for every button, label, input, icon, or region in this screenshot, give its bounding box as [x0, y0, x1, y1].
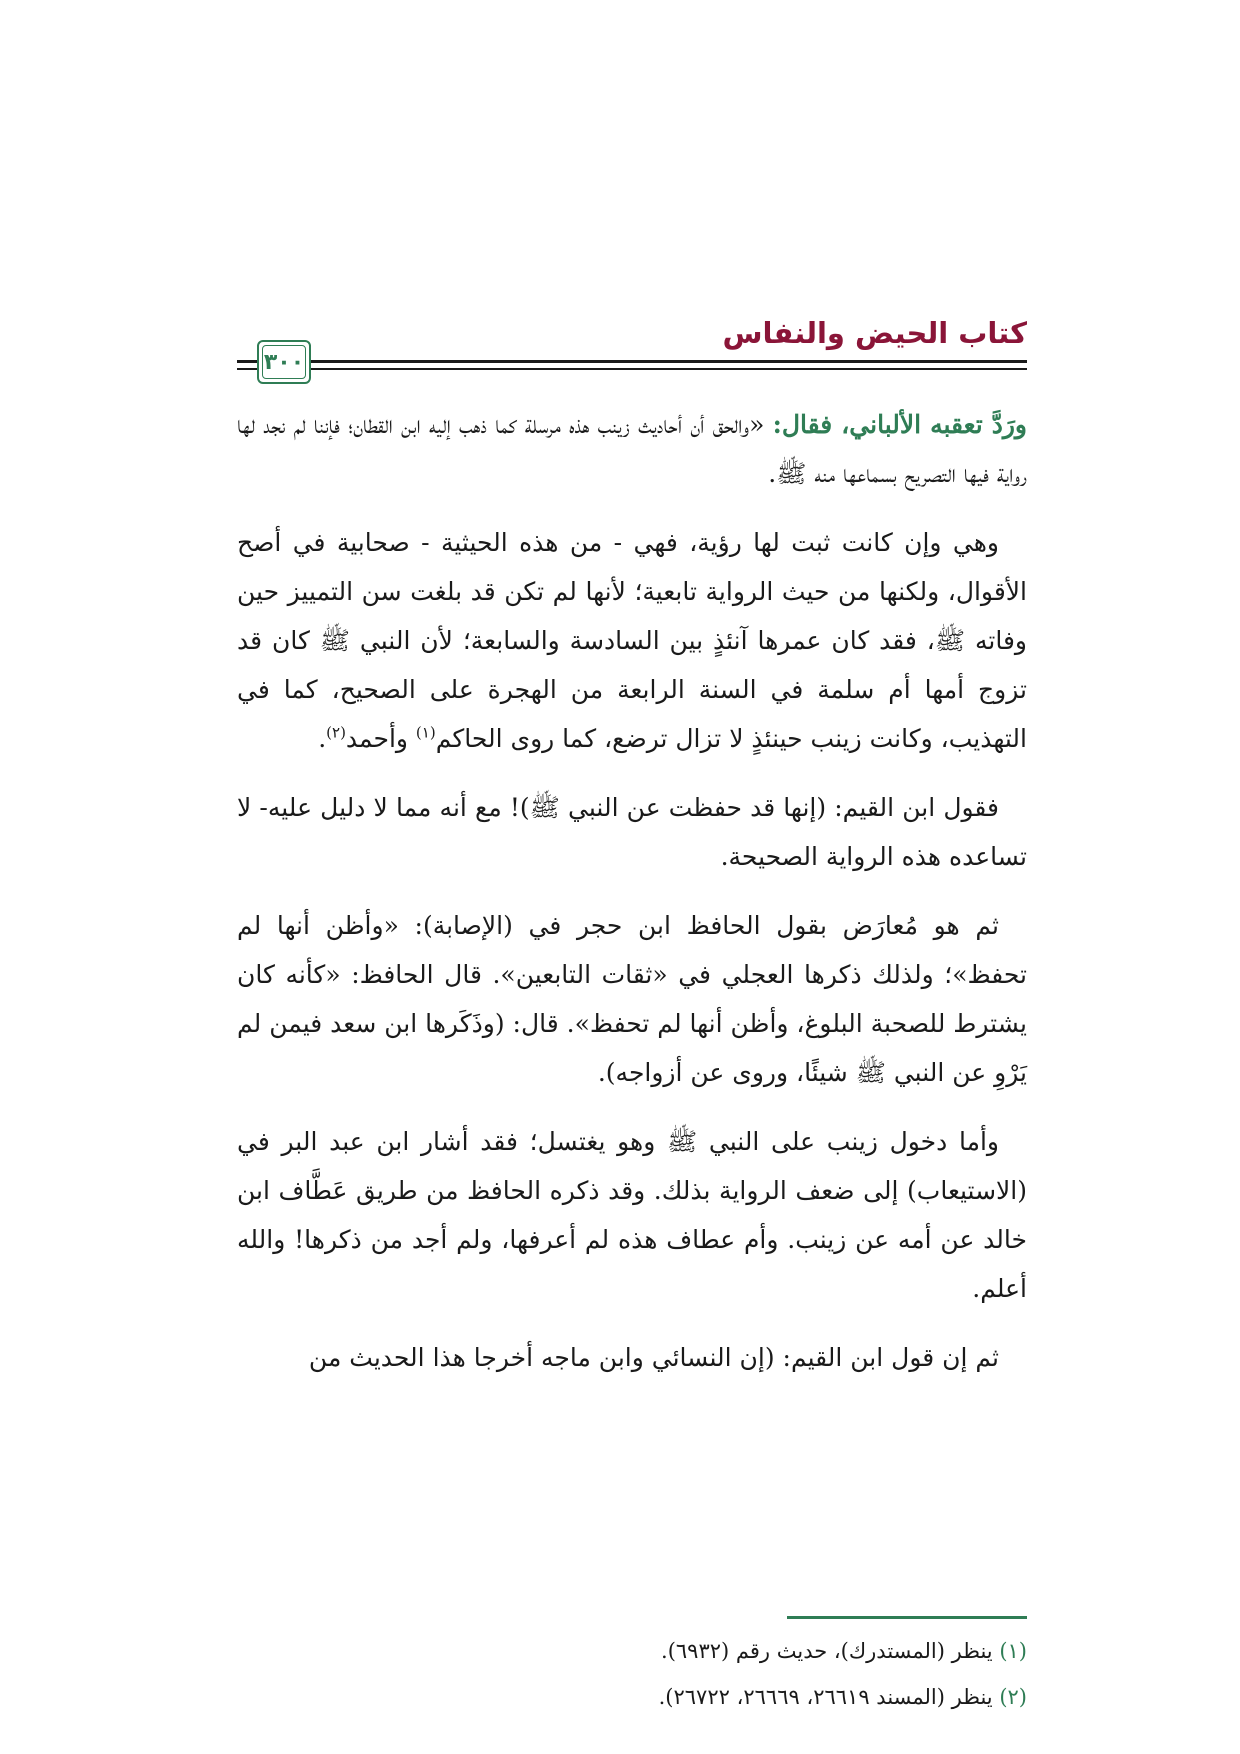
footnote-item	[237, 1628, 1027, 1674]
header-rule-secondary	[237, 368, 1027, 370]
footnote-text: ينظر (المستدرك)، حديث رقم (٦٩٣٢).	[661, 1639, 1000, 1663]
footnotes	[237, 1628, 1027, 1720]
paragraph: وأما دخول زينب على النبي ﷺ وهو يغتسل؛ فقد أشار ابن عبد البر في (الاستيعاب) إلى ضعف الرواية بذلك. وقد ذكره الحافظ من طريق عَطَّاف ابن خالد عن أمه عن زينب. وأم عطاف هذه لم أعرفها، ولم أجد من ذكرها! والله أعلم.	[237, 1127, 1027, 1303]
paragraph-lead: ورَدَّ تعقبه الألباني، فقال:	[772, 410, 1027, 439]
footnote-number: (٢)	[999, 1685, 1027, 1709]
main-text	[237, 400, 1027, 1402]
paragraph-text: وأحمد	[345, 724, 416, 753]
paragraph: فقول ابن القيم: (إنها قد حفظت عن النبي ﷺ)! مع أنه مما لا دليل عليه- لا تساعده هذه الرواية الصحيحة.	[237, 793, 1027, 871]
footnote-number: (١)	[999, 1639, 1027, 1663]
footnote-item	[237, 1674, 1027, 1720]
paragraph: ثم إن قول ابن القيم: (إن النسائي وابن ماجه أخرجا هذا الحديث من	[308, 1343, 999, 1372]
footnote-ref[interactable]: (١)	[415, 723, 436, 742]
footnote-ref[interactable]: (٢)	[326, 723, 346, 742]
header-rule	[237, 360, 1027, 363]
page-header	[237, 316, 1027, 388]
paragraph	[237, 518, 1027, 763]
page-number: ٣٠٠	[263, 349, 305, 375]
page-number-frame	[257, 340, 311, 384]
paragraph-text: وهي وإن كانت ثبت لها رؤية، فهي - من هذه الحيثية - صحابية في أصح الأقوال، ولكنها من حيث الرواية تابعية؛ لأنها لم تكن قد بلغت سن التمييز حين وفاته ﷺ، فقد كان عمرها آنئذٍ بين السادسة والسابعة؛ لأن النبي ﷺ كان قد تزوج أمها أم سلمة في السنة الرابعة من الهجرة على الصحيح، كما في التهذيب، وكانت زينب حينئذٍ لا تزال ترضع، كما روى الحاكم	[237, 528, 1027, 753]
paragraph	[237, 400, 1027, 498]
footnote-text: ينظر (المسند ٢٦٦١٩، ٢٦٦٦٩، ٢٦٧٢٢).	[658, 1685, 1000, 1709]
paragraph-text: .	[318, 724, 327, 753]
book-title: كتاب الحيض والنفاس	[722, 316, 1027, 350]
paragraph: ثم هو مُعارَض بقول الحافظ ابن حجر في (الإصابة): «وأظن أنها لم تحفظ»؛ ولذلك ذكرها العجلي في «ثقات التابعين». قال الحافظ: «كأنه كان يشترط للصحبة البلوغ، وأظن أنها لم تحفظ». قال: (وذَكَرها ابن سعد فيمن لم يَرْوِ عن النبي ﷺ شيئًا، وروى عن أزواجه).	[237, 911, 1027, 1087]
footnote-divider	[787, 1616, 1027, 1619]
paragraph-text: «والحق أن أحاديث زينب هذه مرسلة كما ذهب إليه ابن القطان؛ فإننا لم نجد لها رواية فيها التصريح بسماعها منه ﷺ.	[237, 410, 1027, 488]
